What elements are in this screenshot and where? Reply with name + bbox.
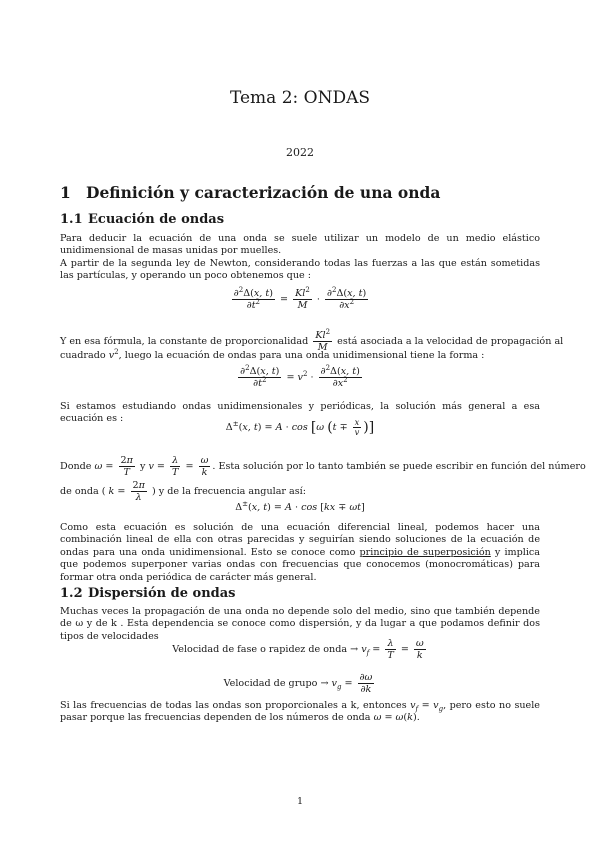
paragraph-periodic: Si estamos estudiando ondas unidimensionales y periódicas, la solución más general a esa ecuación es : [60,401,540,425]
equation-wave-discrete: $\frac{\partial^2\Delta(x, t)}{\partial t^2}$ = $\frac{Kl^2}{M}$ · $\frac{\partial^2\Delta(x, t)}{\partial x^2}$ [233,285,367,311]
section-number: 1 [60,183,71,202]
paragraph-proportional: Si las frecuencias de todas las ondas son proporcionales a k, entonces $v_f = v_g$, pero esto no suele pasar porque las frecuencias dependen de los números de onda ω = ω(k). [60,700,540,724]
superposition-term: principio de superposición [359,546,491,558]
equation-solution-k: Δ±(x, t) = A · cos [kx ∓ ωt] [235,499,365,513]
subsection-title: Ecuación de ondas [88,212,225,227]
section-title: Definición y caracterización de una onda [86,183,441,202]
equation-phase-velocity: Velocidad de fase o rapidez de onda → $v_f$ = $\frac{\lambda}{T}$ = $\frac{\omega}{k}$ [172,638,424,661]
equation-wave: $\frac{\partial^2\Delta(x, t)}{\partial t^2}$ = $v^2$ · $\frac{\partial^2\Delta(x, t)}{\partial x^2}$ [240,363,360,389]
subsection-heading-1-2 [60,586,236,601]
subsection-number: 1.2 [60,586,83,601]
page-number: 1 [296,796,304,807]
equation-solution: Δ±(x, t) = A · cos [ω (t ∓ $\frac{x}{v}$ )] [225,417,375,437]
paragraph-constant: Y en esa fórmula, la constante de proporcionalidad $\frac{Kl^2}{M}$ está asociada a la velocidad de propagación al [60,327,564,353]
paragraph-superposition: Como esta ecuación es solución de una ecuación diferencial lineal, podemos hacer una combinación lineal de ella con otras parecidas y seguirían siendo soluciones de la ecuación de ondas para una onda unidimensional. Esto se conoce como principio de superposición y implica que podemos superponer varias ondas con frecuencias que conocemos (monocromáticas) para formar otra onda periódica de carácter más general. [60,522,540,583]
section-heading [60,183,440,202]
paragraph-intro: Para deducir la ecuación de una onda se suele utilizar un modelo de un medio elástico unidimensional de masas unidas por muelles. [60,233,540,257]
paragraph-dispersion: Muchas veces la propagación de una onda no depende solo del medio, sino que también depende de ω y de k . Esta dependencia se conoce como dispersión, y da lugar a que podamos definir dos tipos de velocidades [60,606,540,642]
paragraph-wavenumber: de onda ( k = $\frac{2\pi}{\lambda}$ ) y de la frecuencia angular así: [60,480,306,503]
subsection-heading-1-1 [60,212,224,227]
subsection-title: Dispersión de ondas [88,586,236,601]
paragraph-constant-cont: cuadrado $v^2$, luego la ecuación de ondas para una onda unidimensional tiene la forma : [60,347,485,361]
document-title: Tema 2: ONDAS [229,88,371,108]
paragraph-newton: A partir de la segunda ley de Newton, considerando todas las fuerzas a las que están sometidas las partículas, y operando un poco obtenemos que : [60,258,540,282]
subsection-number: 1.1 [60,212,83,227]
paragraph-omega: Donde ω = $\frac{2\pi}{T}$ y v = $\frac{\lambda}{T}$ = $\frac{\omega}{k}$ . Esta solución por lo tanto también se puede escribir en función del número [60,455,586,478]
document-date: 2022 [286,146,314,159]
equation-group-velocity: Velocidad de grupo → $v_g$ = $\frac{\partial\omega}{\partial k}$ [223,672,373,695]
